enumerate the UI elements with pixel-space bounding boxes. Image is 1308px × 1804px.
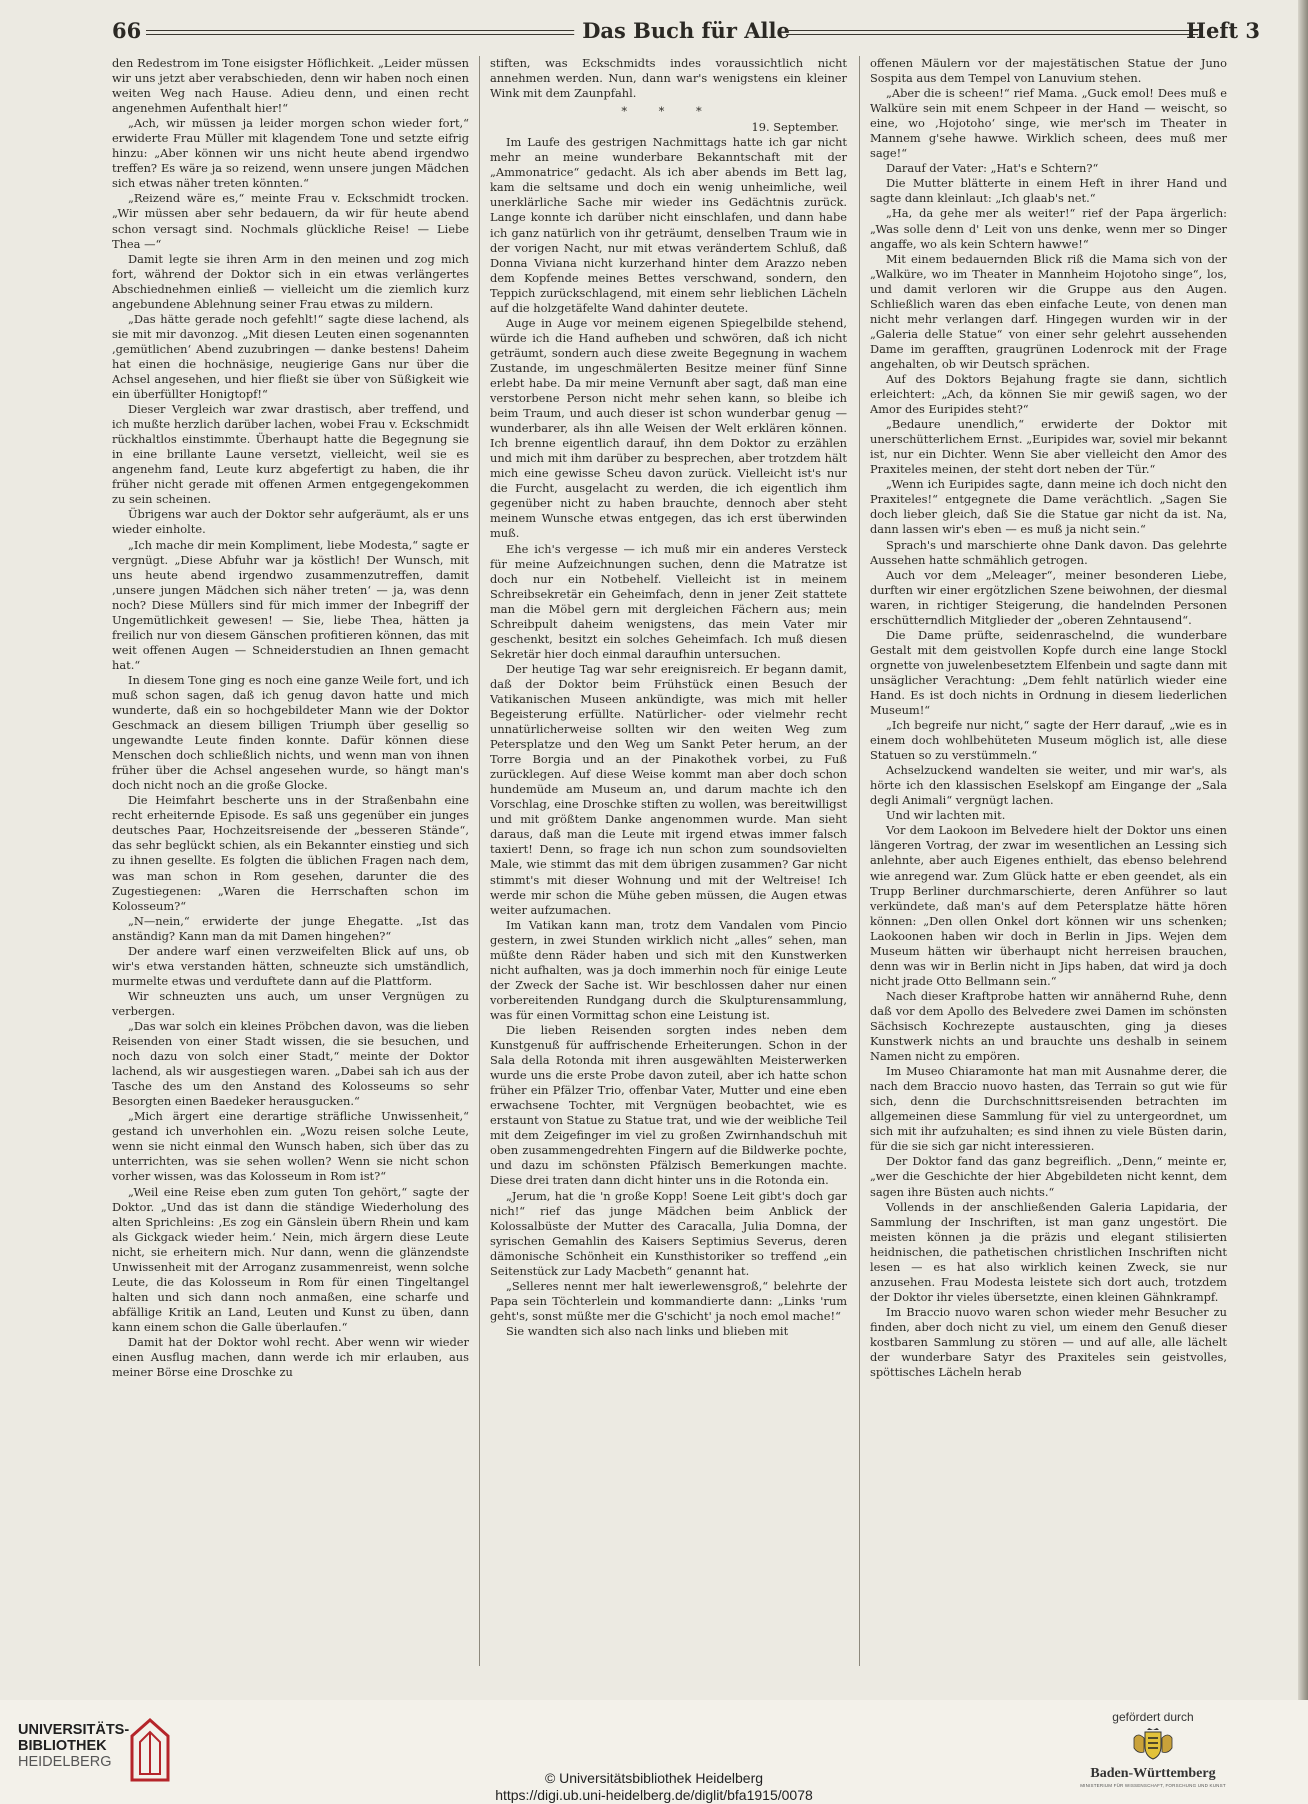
header-rule-right <box>786 30 1198 35</box>
paragraph: Sprach's und marschierte ohne Dank davon. Das gelehrte Aussehen hatte schmählich getrogen. <box>870 537 1227 567</box>
paragraph: „Weil eine Reise eben zum guten Ton gehört,“ sagte der Doktor. „Und das ist dann die ständige Wiederholung des alten Sprichleins: ‚Es zog ein Gänslein übern Rhein und kam als Gickgack wieder heim.‘ Nein, mich ärgern diese Leute nicht, sie erheitern mich. Nur dann, wenn die glänzendste Unwissenheit mit der Arroganz zusammenreist, wenn solche Leute, die das Kolosseum in Rom für einen Tingeltangel halten und sich dann noch anmaßen, eine scharfe und abfällige Kritik an Land, Leuten und Kunst zu üben, dann kann einem schon die Galle überlaufen.“ <box>112 1184 469 1334</box>
paragraph: „Ich begreife nur nicht,“ sagte der Herr darauf, „wie es in einem doch wohlbehüteten Museum möglich ist, alle diese Statuen so zu verstümmeln.“ <box>870 718 1227 763</box>
paragraph: Die Mutter blätterte in einem Heft in ihrer Hand und sagte dann kleinlaut: „Ich glaab's net.“ <box>870 176 1227 206</box>
paragraph: Im Braccio nuovo waren schon wieder mehr Besucher zu finden, aber doch nicht zu viel, um einem den Genuß dieser kostbaren Sammlung zu stören — und auf alle, alle lächelt der wunderbare Satyr des Praxiteles sein geistvolles, spöttisches Lächeln herab <box>870 1304 1227 1380</box>
text-column-2 <box>490 56 847 1676</box>
page-edge-shadow <box>1298 0 1308 1700</box>
paragraph: „Selleres nennt mer halt iewerlewensgroß,“ belehrte der Papa sein Töchterlein und kommandierte dann: „Links 'rum geht's, sonst müßte mer die G'schicht' ja noch emol mache!“ <box>490 1278 847 1323</box>
paragraph: Auch vor dem „Meleager“, meiner besonderen Liebe, durften wir einer ergötzlichen Szene beiwohnen, der diesmal waren, in richtiger Steigerung, die handelnden Personen erschütterndlich Mitglieder der „oberen Zehntausend“. <box>870 567 1227 627</box>
paragraph: Im Vatikan kann man, trotz dem Vandalen vom Pincio gestern, in zwei Stunden wirklich nicht „alles“ sehen, man müßte denn Räder haben und sich mit den Kunstwerken nicht aufhalten, was ja doch immerhin noch für einige Leute der Zweck der Sache ist. Wir beschlossen daher nur einen vorbereitenden Rundgang durch die Skulpturensammlung, was für einen Vormittag schon eine Leistung ist. <box>490 917 847 1022</box>
paragraph: „Mich ärgert eine derartige sträfliche Unwissenheit,“ gestand ich unverhohlen ein. „Wozu reisen solche Leute, wenn sie nicht einmal den Wunsch haben, sich über das zu unterrichten, was sie sehen wollen? Wenn sie nicht schon vorher wissen, was das Kolosseum in Rom ist?“ <box>112 1109 469 1184</box>
paragraph: Vollends in der anschließenden Galeria Lapidaria, der Sammlung der Inschriften, ist man ganz ungestört. Die meisten können ja die präzis und elegant stilisierten heidnischen, die pathetischen christlichen Inschriften nicht lesen — es hat also wirklich keinen Zweck, sie nur anzusehen. Frau Modesta leistete sich dort auch, trotzdem der Doktor ihr vieles übersetzte, einen kleinen Gähnkrampf. <box>870 1199 1227 1304</box>
paragraph: Damit legte sie ihren Arm in den meinen und zog mich fort, während der Doktor sich in ein etwas verlängertes Abschiednehmen einließ — vielleicht um die ziemlich kurz angebundene Ablehnung seiner Frau etwas zu mildern. <box>112 251 469 311</box>
paragraph: Ehe ich's vergesse — ich muß mir ein anderes Versteck für meine Aufzeichnungen suchen, denn die Matratze ist doch nur ein Notbehelf. Vielleicht ist in meinem Schreibsekretär ein Geheimfach, denn in jener Zeit stattete man die Möbel gern mit dergleichen Fächern aus; mein Schreibpult daheim wenigstens, das mein Vater mir geschenkt, besitzt ein solches Geheimfach. Ich muß diesen Sekretär hier doch einmal daraufhin untersuchen. <box>490 541 847 661</box>
paragraph: „N—nein,“ erwiderte der junge Ehegatte. „Ist das anständig? Kann man da mit Damen hingehen?“ <box>112 913 469 943</box>
paragraph: Mit einem bedauernden Blick riß die Mama sich von der „Walküre, wo im Theater in Mannheim Hojotoho singe“, los, und damit verloren wir die Gruppe aus den Augen. Schließlich waren das eben einfache Leute, von denen man nicht mehr verlangen darf. Hingegen wurden wir in der „Galeria delle Statue“ von einer sehr gelehrt aussehenden Dame im gerafften, graugrünen Lodenrock mit der Frage angehalten, ob wir Deutsch sprächen. <box>870 251 1227 371</box>
funding-logo <box>1068 1710 1238 1788</box>
paragraph: „Das war solch ein kleines Pröbchen davon, was die lieben Reisenden von einer Stadt wissen, die sie besuchen, und noch dazu von solch einer Stadt,“ meinte der Doktor lachend, als wir ausgestiegen waren. „Dabei sah ich aus der Tasche des um den Anstand des Kolosseums so sehr Besorgten einen Baedeker herausgucken.“ <box>112 1019 469 1109</box>
paragraph: „Reizend wäre es,“ meinte Frau v. Eckschmidt trocken. „Wir müssen aber sehr bedauern, da wir für heute abend schon versagt sind. Nochmals glückliche Reise! — Liebe Thea —“ <box>112 191 469 251</box>
library-name-line: BIBLIOTHEK <box>18 1738 107 1754</box>
page-header <box>112 18 1260 46</box>
footer-bar <box>0 1700 1308 1803</box>
paragraph: 19. September. <box>751 120 839 135</box>
paragraph: Und wir lachten mit. <box>885 808 1006 823</box>
paragraph: Wir schneuzten uns auch, um unser Vergnügen zu verbergen. <box>112 988 469 1018</box>
ministry-name: MINISTERIUM FÜR WISSENSCHAFT, FORSCHUNG UND KUNST <box>1080 1783 1226 1788</box>
column-divider <box>859 56 860 1666</box>
paragraph: Auf des Doktors Bejahung fragte sie dann, sichtlich erleichtert: „Ach, da können Sie mir gewiß sagen, wo der Amor des Euripides steht?“ <box>870 371 1227 417</box>
paragraph: „Ach, wir müssen ja leider morgen schon wieder fort,“ erwiderte Frau Müller mit klagendem Tone und setzte eifrig hinzu: „Aber können wir uns nicht heute abend irgendwo treffen? Es wäre ja so reizend, wenn unsere jungen Mädchen sich etwas näher treten könnten.“ <box>112 116 469 191</box>
text-column-3 <box>870 56 1227 1676</box>
paragraph: Dieser Vergleich war zwar drastisch, aber treffend, und ich mußte herzlich darüber lachen, wobei Frau v. Eckschmidt rückhaltlos einstimmte. Überhaupt hatte die Begegnung sie in eine brillante Laune versetzt, vielleicht, weil sie es angenehm fand, Leute kurz abgefertigt zu haben, die ihr früher nicht gerade mit offenen Armen entgegengekommen zu sein scheinen. <box>112 402 469 507</box>
copyright-text: © Universitätsbibliothek Heidelberg <box>544 1770 764 1786</box>
header-rule-left <box>146 30 586 35</box>
paragraph: „Das hätte gerade noch gefehlt!“ sagte diese lachend, als sie mit mir davonzog. „Mit diesen Leuten einen sogenannten ‚gemütlichen‘ Abend zuzubringen — danke bestens! Daheim hat einen die hochnäsige, neugierige Gans nur über die Achsel angesehen, und hier fließt sie über von Süßigkeit wie ein überfüllter Honigtopf!“ <box>112 311 469 402</box>
paragraph: Damit hat der Doktor wohl recht. Aber wenn wir wieder einen Ausflug machen, dann werde ich mir erlauben, aus meiner Börse eine Droschke zu <box>112 1334 469 1380</box>
paragraph: Übrigens war auch der Doktor sehr aufgeräumt, als er uns wieder einholte. <box>112 507 469 537</box>
paragraph: Der Doktor fand das ganz begreiflich. „Denn,“ meinte er, „wer die Geschichte der hier Abgebildeten nicht kennt, dem sagen ihre Büsten auch nichts.“ <box>870 1154 1227 1199</box>
page-number: 66 <box>112 18 142 43</box>
paragraph: Darauf der Vater: „Hat's e Schtern?“ <box>885 161 1099 176</box>
paragraph: Achselzuckend wandelten sie weiter, und mir war's, als hörte ich den klassischen Eselskopf am Eingange der „Sala degli Animali“ vergnügt lachen. <box>870 763 1227 808</box>
paragraph: Sie wandten sich also nach links und blieben mit <box>505 1323 789 1338</box>
paragraph: * * * <box>621 104 716 119</box>
paragraph: offenen Mäulern vor der majestätischen Statue der Juno Sospita aus dem Tempel von Lanuvium stehen. <box>870 56 1227 86</box>
paragraph: Im Laufe des gestrigen Nachmittags hatte ich gar nicht mehr an meine wunderbare Bekanntschaft mit der „Ammonatrice“ gedacht. Als ich aber abends im Bett lag, kam die seltsame und doch ein wenig unheimliche, weil unerklärliche Sache mir wieder ins Gedächtnis zurück. Lange konnte ich darüber nicht einschlafen, und dann habe ich ganz natürlich von ihr geträumt, denselben Traum wie in der vorigen Nacht, nur mit etwas verändertem Schluß, daß Donna Viviana nicht kurzerhand hinter dem Arazzo neben dem Kopfende meines Bettes verschwand, sondern, den Teppich zurückschlagend, mit einem sehr lieblichen Lächeln auf die holzgetäfelte Wand dahinter deutete. <box>490 135 847 315</box>
paragraph: „Ha, da gehe mer als weiter!“ rief der Papa ärgerlich: „Was solle denn d' Leit von uns denke, wenn mer so Dinger angaffe, wo als kein Schtern hawwe!“ <box>870 206 1227 251</box>
paragraph: Der andere warf einen verzweifelten Blick auf uns, ob wir's etwa verstanden hätten, schneuzte sich umständlich, murmelte etwas und verduftete dann auf die Plattform. <box>112 943 469 988</box>
paragraph: den Redestrom im Tone eisigster Höflichkeit. „Leider müssen wir uns jetzt aber verabschieden, denn wir haben noch einen weiten Weg nach Hause. Adieu denn, und einen recht angenehmen Aufenthalt hier!“ <box>112 56 469 116</box>
paragraph: „Bedaure unendlich,“ erwiderte der Doktor mit unerschütterlichem Ernst. „Euripides war, soviel mir bekannt ist, nur ein Dichter. Wenn Sie aber vielleicht den Amor des Praxiteles meinen, der steht dort neben der Tür.“ <box>870 417 1227 477</box>
paragraph: „Wenn ich Euripides sagte, dann meine ich doch nicht den Praxiteles!“ entgegnete die Dame verächtlich. „Sagen Sie doch lieber gleich, daß Sie die Statue gar nicht da ist. Na, dann lassen wir's eben — es muß ja nicht sein.“ <box>870 477 1227 537</box>
running-title: Das Buch für Alle <box>574 18 798 44</box>
paragraph: Die Heimfahrt bescherte uns in der Straßenbahn eine recht erheiternde Episode. Es saß uns gegenüber ein junges deutsches Paar, Hochzeitsreisende der „besseren Stände“, das sehr beglückt schien, als ein Bekannter einstieg und sich zu ihnen gesellte. Es folgten die üblichen Fragen nach dem, was man schon in Rom gesehen, darunter die des Zugestiegenen: „Waren die Herrschaften schon im Kolosseum?“ <box>112 793 469 913</box>
paragraph: Auge in Auge vor meinem eigenen Spiegelbilde stehend, würde ich die Hand aufheben und schwören, daß ich nicht geträumt, sondern auch diese zweite Begegnung in wachem Zustande, im ungeschmälerten Besitze meiner fünf Sinne erlebt habe. Da mir meine Vernunft aber sagt, daß man eine verstorbene Person nicht mehr sehen kann, so bleibe ich beim Traum, und auch dieser ist schon wunderbar genug — wunderbarer, als ihn alle Weisen der Welt erklären können. Ich brenne eigentlich darauf, ihn dem Doktor zu erzählen und mich mit ihm darüber zu besprechen, aber trotzdem hält mich eine gewisse Scheu davon zurück. Vielleicht ist's nur die Furcht, ausgelacht zu werden, die ich eigentlich ihm gegenüber nicht zu haben brauchte, dennoch aber steht meinem Wunsche etwas entgegen, das ich erst überwinden muß. <box>490 315 847 541</box>
funded-by-label: gefördert durch <box>1112 1710 1194 1724</box>
state-name: Baden-Württemberg <box>1090 1766 1216 1781</box>
column-divider <box>479 56 480 1666</box>
paragraph: „Ich mache dir mein Kompliment, liebe Modesta,“ sagte er vergnügt. „Diese Abfuhr war ja köstlich! Der Wunsch, mit uns heute abend irgendwo zusammenzutreffen, damit ‚unsere jungen Mädchen sich näher treten‘ — ja, was denn noch? Diese Müllers sind für mich immer der Inbegriff der Ungemütlichkeit gewesen! — Sie, liebe Thea, hätten ja freilich nur von diesem Gänschen profitieren können, das mit weit offenen Augen — Schneiderstudien an Ihnen gemacht hat.“ <box>112 537 469 672</box>
text-columns <box>112 56 1262 1676</box>
paragraph: Im Museo Chiaramonte hat man mit Ausnahme derer, die nach dem Braccio nuovo hasten, das Terrain so gut wie für sich, denn die Durchschnittsreisenden betrachten im allgemeinen diese Sammlung für viel zu untergeordnet, um sich mit ihr aufzuhalten; es sind ihnen zu viele Büsten darin, für die sie sich gar nicht interessieren. <box>870 1064 1227 1154</box>
library-name-line: UNIVERSITÄTS- <box>18 1722 130 1738</box>
library-name-line: HEIDELBERG <box>18 1754 112 1770</box>
paragraph: „Jerum, hat die 'n große Kopp! Soene Leit gibt's doch gar nich!“ rief das junge Mädchen beim Anblick der Kolossalbüste der Mutter des Caracalla, Julia Domna, der syrischen Gemahlin des Kaisers Septimius Severus, deren dämonische Schönheit ein Kunsthistoriker so treffend „ein Seitenstück zur Lady Macbeth“ genannt hat. <box>490 1188 847 1278</box>
paragraph: Der heutige Tag war sehr ereignisreich. Er begann damit, daß der Doktor beim Frühstück einen Besuch der Vatikanischen Museen ankündigte, was mich mit heller Begeisterung erfüllte. Natürlicher- oder vielmehr recht unnatürlicherweise sollten wir den weiten Weg zum Petersplatze und den Weg um Sankt Peter herum, an der Torre Borgia und an der Pinakothek vorbei, zu Fuß zurücklegen. Auf diese Weise kommt man aber doch schon hundemüde am Museum an, und darum machte ich den Vorschlag, eine Droschke stiften zu wollen, was bereitwilligst und mit größtem Danke angenommen wurde. Man sieht daraus, daß man die Leute mit irgend etwas immer falsch taxiert! Denn, so frage ich nun schon zum soundsovielten Male, wie stimmt das mit dem übrigen zusammen? Gar nicht stimmt's mit dieser Wohnung und mit der Weltreise! Ich werde mir schon die Mühe geben müssen, die Augen etwas weiter aufzumachen. <box>490 661 847 917</box>
coat-of-arms-icon <box>1130 1728 1176 1762</box>
paragraph: Nach dieser Kraftprobe hatten wir annähernd Ruhe, denn daß vor dem Apollo des Belvedere zwei Damen im schönsten Sächsisch Kochrezepte austauschten, ging ja dieses Kunstwerk nichts an und brauchte uns deshalb in seinem Namen nicht zu empören. <box>870 988 1227 1064</box>
permalink[interactable]: https://digi.ub.uni-heidelberg.de/diglit/bfa1915/0078 <box>495 1787 813 1803</box>
paragraph: Die lieben Reisenden sorgten indes neben dem Kunstgenuß für auffrischende Erheiterungen. Schon in der Sala della Rotonda mit ihren ausgewählten Meisterwerken wurde uns die erste Probe davon zuteil, aber ich hatte schon früher ein Pfälzer Trio, offenbar Vater, Mutter und eine eben erwachsene Tochter, mit Vergnügen beobachtet, wie es erstaunt von Statue zu Statue trat, und wie der weibliche Teil mit dem Zeigefinger im viel zu großen Zwirnhandschuh mit oben zusammengedrehten Fingern auf die Bildwerke pochte, und dazu im schönsten Pfälzisch Bemerkungen machte. Diese drei traten dann dicht hinter uns in die Rotonda ein. <box>490 1023 847 1188</box>
text-column-1 <box>112 56 469 1676</box>
paragraph: stiften, was Eckschmidts indes voraussichtlich nicht annehmen werden. Nun, dann war's wenigstens ein kleiner Wink mit dem Zaunpfahl. <box>490 56 847 101</box>
paragraph: „Aber die is scheen!“ rief Mama. „Guck emol! Dees muß e Walküre sein mit enem Schpeer in der Hand — weischt, so eine, wo ‚Hojotoho‘ singe, wie mer'sch im Theater in Mannem g'sehe hawwe. Wirklich scheen, dees muß mer sage!“ <box>870 86 1227 161</box>
paragraph: In diesem Tone ging es noch eine ganze Weile fort, und ich muß schon sagen, daß ich genug davon hatte und mich wunderte, daß ein so hochgebildeter Mann wie der Doktor Geschmack an diesem billigen Triumph über gesellig so ungewandte Leute finden konnte. Dafür können diese Menschen doch schließlich nichts, und wenn man von ihnen früher über die Achsel angesehen wurde, so hängt man's doch nicht noch an die große Glocke. <box>112 672 469 793</box>
paragraph: Vor dem Laokoon im Belvedere hielt der Doktor uns einen längeren Vortrag, der zwar im wesentlichen an Lessing sich anlehnte, aber auch Eigenes enthielt, das ebenso belehrend wie anregend war. Zum Glück hatte er eben geendet, als ein Trupp Berliner durchmarschierte, deren Anführer so laut verkündete, daß man's auf dem Petersplatze hätte hören können: „Den ollen Onkel dort können wir uns schenken; Laokoonen haben wir doch in Berlin in Jips. Wejen dem Museum hätten wir überhaupt nicht herreisen brauchen, denn was wir in Berlin nicht in Jips haben, dat wird ja doch nicht jrade Otto Bellmann sein.“ <box>870 823 1227 988</box>
issue-number: Heft 3 <box>1186 18 1260 43</box>
paragraph: Die Dame prüfte, seidenraschelnd, die wunderbare Gestalt mit dem geistvollen Kopfe durch eine lange Stockl orgnette von juwelenbesetztem Elfenbein und sagte dann mit unsäglicher Verachtung: „Dem fehlt natürlich wieder eine Hand. Es ist doch nichts in Ordnung in diesem liederlichen Museum!“ <box>870 627 1227 718</box>
